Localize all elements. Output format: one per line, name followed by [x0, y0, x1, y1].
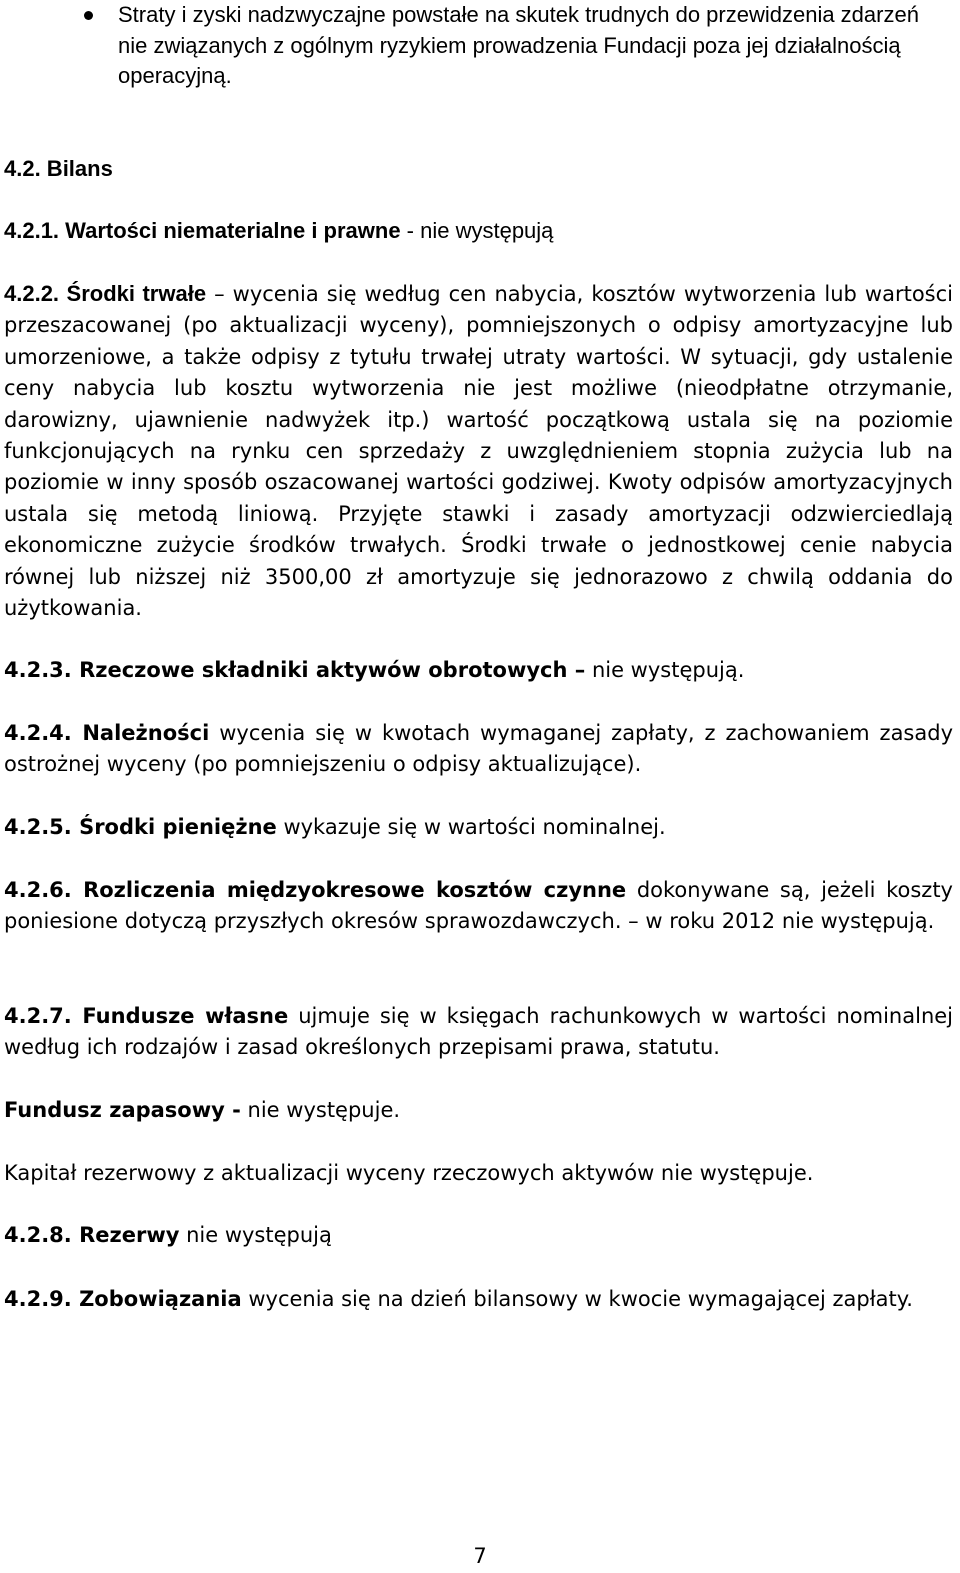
section-4-2-title: 4.2. Bilans — [4, 156, 113, 181]
section-4-2-8 — [4, 1220, 953, 1251]
fundusz-zapasowy-text: nie występuje. — [240, 1098, 401, 1122]
section-4-2-7-title: 4.2.7. Fundusze własne — [4, 1004, 289, 1028]
section-4-2-4-title: 4.2.4. Należności — [4, 721, 210, 745]
fundusz-zapasowy-title: Fundusz zapasowy - — [4, 1098, 241, 1122]
section-4-2-5-title: 4.2.5. Środki pieniężne — [4, 815, 277, 839]
section-4-2-2-title: 4.2.2. Środki trwałe — [4, 281, 207, 306]
section-4-2-9-title: 4.2.9. Zobowiązania — [4, 1287, 242, 1311]
bullet-dot — [84, 11, 93, 20]
section-4-2-1 — [4, 215, 953, 246]
section-4-2-2 — [4, 278, 953, 624]
section-4-2-8-title: 4.2.8. Rezerwy — [4, 1223, 180, 1247]
section-4-2-1-text: - nie występują — [400, 218, 554, 243]
section-4-2-heading — [4, 153, 953, 184]
section-4-2-6 — [4, 875, 953, 938]
section-4-2-7-text: ujmuje się w księgach rachunkowych w wartości nominalnej według ich rodzajów i zasad określonych przepisami prawa, statutu. — [4, 1004, 954, 1060]
section-4-2-4-text: wycenia się w kwotach wymaganej zapłaty, z zachowaniem zasady ostrożnej wyceny (po pomniejszeniu o odpisy aktualizujące). — [4, 721, 954, 777]
section-4-2-1-title: 4.2.1. Wartości niematerialne i prawne — [4, 218, 401, 243]
section-4-2-6-text: dokonywane są, jeżeli koszty poniesione dotyczą przyszłych okresów sprawozdawczych. – w roku 2012 nie występują. — [4, 878, 953, 934]
section-4-2-4 — [4, 718, 953, 781]
section-4-2-5 — [4, 812, 953, 843]
section-4-2-8-text: nie występują — [179, 1223, 332, 1247]
section-4-2-9-text: wycenia się na dzień bilansowy w kwocie wymagającej zapłaty. — [241, 1287, 913, 1311]
section-4-2-7 — [4, 1001, 953, 1064]
section-4-2-3-title: 4.2.3. Rzeczowe składniki aktywów obrotowych – — [4, 658, 586, 682]
kapital-rezerwowy — [4, 1158, 953, 1189]
kapital-rezerwowy-text: Kapitał rezerwowy z aktualizacji wyceny rzeczowych aktywów nie występuje. — [4, 1161, 814, 1185]
section-4-2-3-text: nie występują. — [585, 658, 745, 682]
section-4-2-2-text: – wycenia się według cen nabycia, kosztów wytworzenia lub wartości przeszacowanej (po aktualizacji wyceny), pomniejszonych o odpisy amortyzacyjne lub umorzeniowe, a także odpisy z tytułu trwałej utraty wartości. W sytuacji, gdy ustalenie ceny nabycia lub kosztu wytworzenia nie jest możliwe (nieodpłatne otrzymanie, darowizny, ujawnienie nadwyżek itp.) wartość początkową ustala się na poziomie funkcjonujących na rynku cen sprzedaży z uwzględnieniem stopnia zużycia lub na poziomie w inny sposób oszacowanej wartości godziwej. Kwoty odpisów amortyzacyjnych ustala się metodą liniową. Przyjęte stawki i zasady amortyzacji odzwierciedlają ekonomiczne zużycie środków trwałych. Środki trwałe o jednostkowej cenie nabycia równej lub niższej niż 3500,00 zł amortyzuje się jednorazowo z chwilą oddania do użytkowania. — [4, 282, 953, 621]
section-4-2-6-title: 4.2.6. Rozliczenia międzyokresowe kosztów czynne — [4, 878, 627, 902]
section-4-2-5-text: wykazuje się w wartości nominalnej. — [276, 815, 666, 839]
section-4-2-9 — [4, 1284, 953, 1315]
section-4-2-3 — [4, 655, 953, 686]
page-number: 7 — [473, 1544, 487, 1568]
fundusz-zapasowy — [4, 1095, 953, 1126]
bullet-text: Straty i zyski nadzwyczajne powstałe na skutek trudnych do przewidzenia zdarzeń nie związanych z ogólnym ryzykiem prowadzenia Fundacji poza jej działalnością operacyjną. — [118, 2, 919, 89]
